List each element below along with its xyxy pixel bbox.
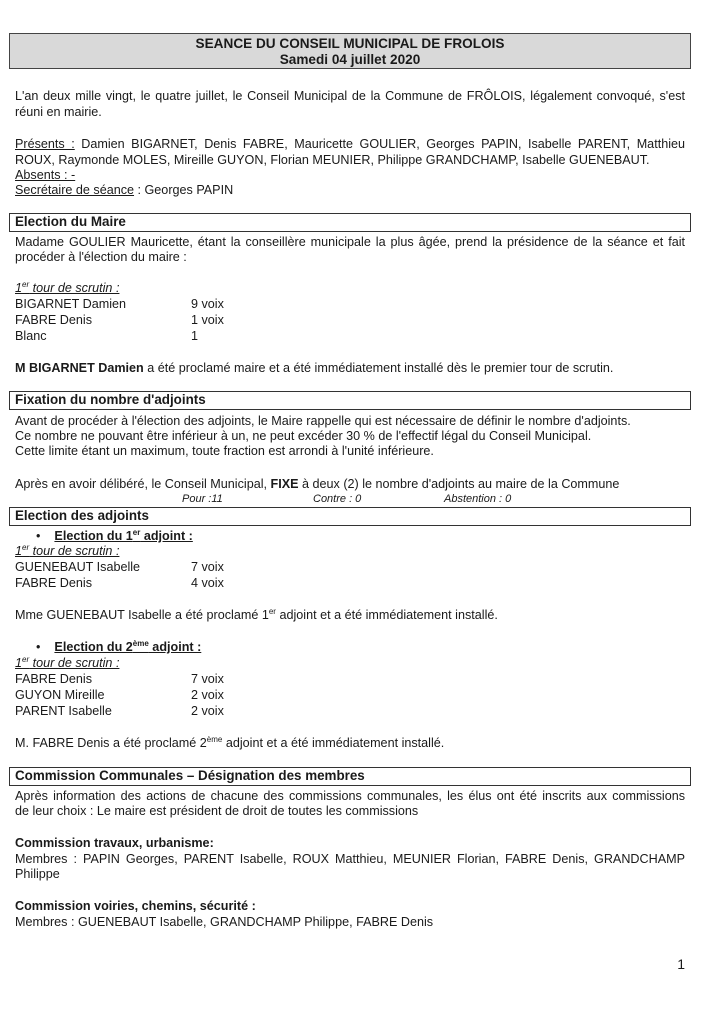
- nombre-decision-a: Après en avoir délibéré, le Conseil Municipal,: [15, 477, 271, 491]
- adjoint1-result-votes-1: 4 voix: [191, 576, 224, 590]
- intro-line-1: L'an deux mille vingt, le quatre juillet, le Conseil Municipal de la Commune de FRÔLOIS, légalement convoqué, s'est: [15, 89, 685, 103]
- commission-voiries-members: Membres : GUENEBAUT Isabelle, GRANDCHAMP Philippe, FABRE Denis: [15, 915, 434, 929]
- adjoint2-heading-b: adjoint :: [148, 640, 202, 654]
- absents-label: Absents : -: [15, 168, 76, 182]
- adjoint1-result-votes-0: 7 voix: [191, 560, 224, 574]
- secretaire-value: : Georges PAPIN: [134, 183, 234, 197]
- adjoint2-result-votes-2: 2 voix: [191, 704, 224, 718]
- bullet-dot-icon: •: [36, 640, 41, 654]
- adjoint1-tour-rest: tour de scrutin :: [29, 544, 120, 558]
- maire-result-votes-0: 9 voix: [191, 297, 224, 311]
- nombre-decision-c: à deux (2) le nombre d'adjoints au maire de la Commune: [298, 477, 620, 491]
- nombre-text-3: Cette limite étant un maximum, toute fraction est arrondi à l'unité inférieure.: [15, 444, 434, 458]
- adjoint2-conclusion-sup: ème: [206, 734, 223, 744]
- commission-travaux-title: Commission travaux, urbanisme:: [15, 836, 214, 850]
- vote-contre: Contre : 0: [313, 493, 362, 505]
- maire-tour-sup: er: [22, 279, 30, 289]
- vote-abstention: Abstention : 0: [444, 493, 512, 505]
- page-number: 1: [677, 956, 685, 972]
- document-date: Samedi 04 juillet 2020: [279, 52, 421, 67]
- adjoint1-conclusion: [15, 607, 498, 623]
- maire-conclusion: [15, 360, 613, 376]
- adjoint1-result-name-1: FABRE Denis: [15, 576, 92, 590]
- section-nombre-adjoints: Fixation du nombre d'adjoints: [9, 391, 691, 410]
- adjoint1-heading-sup: er: [132, 527, 141, 537]
- adjoint2-conclusion-a: M. FABRE Denis a été proclamé 2: [15, 736, 207, 750]
- maire-text-1: Madame GOULIER Mauricette, étant la conseillère municipale la plus âgée, prend la présidence de la séance et fait: [15, 235, 685, 249]
- document-title: SEANCE DU CONSEIL MUNICIPAL DE FROLOIS: [195, 36, 505, 51]
- presents-list-1: Damien BIGARNET, Denis FABRE, Mauricette GOULIER, Georges PAPIN, Isabelle PARENT, Matthieu: [74, 137, 685, 151]
- adjoint1-conclusion-b: adjoint et a été immédiatement installé.: [275, 608, 498, 622]
- nombre-text-1: Avant de procéder à l'élection des adjoints, le Maire rappelle qui est nécessaire de définir le nombre d'adjoints.: [15, 414, 631, 428]
- adjoint1-conclusion-sup: er: [268, 606, 276, 616]
- vote-pour: Pour :11: [182, 493, 223, 505]
- maire-tour-rest: tour de scrutin :: [29, 281, 120, 295]
- adjoint1-heading-a: Election du 1: [54, 529, 133, 543]
- adjoint2-result-name-1: GUYON Mireille: [15, 688, 105, 702]
- maire-result-name-1: FABRE Denis: [15, 313, 92, 327]
- presents-line-1: [15, 136, 685, 152]
- nombre-decision-fixe: FIXE: [270, 477, 299, 491]
- secretaire-label: Secrétaire de séance: [15, 183, 135, 197]
- commission-voiries-title: Commission voiries, chemins, sécurité :: [15, 899, 256, 913]
- adjoint2-conclusion: [15, 735, 444, 751]
- commission-travaux-members-2: Philippe: [15, 867, 60, 881]
- adjoint2-result-votes-1: 2 voix: [191, 688, 224, 702]
- maire-conclusion-bold: M BIGARNET Damien: [15, 361, 144, 375]
- secretaire-line: [15, 182, 233, 198]
- adjoint2-result-name-0: FABRE Denis: [15, 672, 92, 686]
- adjoint1-result-name-0: GUENEBAUT Isabelle: [15, 560, 141, 574]
- section-election-maire: Election du Maire: [9, 213, 691, 232]
- adjoint2-heading: [36, 639, 201, 655]
- adjoint1-heading-b: adjoint :: [140, 529, 193, 543]
- maire-tour-num: 1: [15, 281, 23, 295]
- bullet-dot-icon: •: [36, 529, 41, 543]
- document-header: [9, 33, 691, 69]
- adjoint2-result-name-2: PARENT Isabelle: [15, 704, 112, 718]
- section-election-adjoints: Election des adjoints: [9, 507, 691, 526]
- adjoint2-result-votes-0: 7 voix: [191, 672, 224, 686]
- nombre-decision: [15, 476, 619, 492]
- adjoint2-tour-sup: er: [22, 654, 30, 664]
- presents-line-2: ROUX, Raymonde MOLES, Mireille GUYON, Florian MEUNIER, Philippe GRANDCHAMP, Isabelle GUENEBAUT.: [15, 153, 650, 167]
- intro-line-2: réuni en mairie.: [15, 105, 102, 119]
- maire-result-votes-1: 1 voix: [191, 313, 224, 327]
- section-commissions: Commission Communales – Désignation des membres: [9, 767, 691, 786]
- commission-travaux-members-1: Membres : PAPIN Georges, PARENT Isabelle, ROUX Matthieu, MEUNIER Florian, FABRE Denis, GRANDCHAMP: [15, 852, 685, 866]
- adjoint1-conclusion-a: Mme GUENEBAUT Isabelle a été proclamé 1: [15, 608, 269, 622]
- maire-conclusion-rest: a été proclamé maire et a été immédiatement installé dès le premier tour de scrutin.: [143, 361, 614, 375]
- maire-result-name-2: Blanc: [15, 329, 47, 343]
- nombre-text-2: Ce nombre ne pouvant être inférieur à un, ne peut excéder 30 % de l'effectif légal du Conseil Municipal.: [15, 429, 592, 443]
- maire-text-2: procéder à l'élection du maire :: [15, 250, 187, 264]
- presents-label: Présents :: [15, 137, 75, 151]
- maire-result-votes-2: 1: [191, 329, 199, 343]
- maire-result-name-0: BIGARNET Damien: [15, 297, 127, 311]
- adjoint1-heading: [36, 528, 193, 544]
- adjoint2-tour-label: [15, 655, 119, 671]
- adjoint1-tour-sup: er: [22, 542, 30, 552]
- adjoint2-tour-rest: tour de scrutin :: [29, 656, 120, 670]
- adjoint2-tour-num: 1: [15, 656, 23, 670]
- adjoint1-tour-label: [15, 543, 119, 559]
- adjoint2-conclusion-b: adjoint et a été immédiatement installé.: [222, 736, 445, 750]
- adjoint2-heading-sup: ème: [132, 638, 149, 648]
- adjoint1-tour-num: 1: [15, 544, 23, 558]
- maire-tour-label: [15, 280, 119, 296]
- commissions-text-1: Après information des actions de chacune des commissions communales, les élus ont été inscrits aux commissions: [15, 789, 685, 803]
- commissions-text-2: de leur choix : Le maire est président de droit de toutes les commissions: [15, 804, 419, 818]
- adjoint2-heading-a: Election du 2: [54, 640, 133, 654]
